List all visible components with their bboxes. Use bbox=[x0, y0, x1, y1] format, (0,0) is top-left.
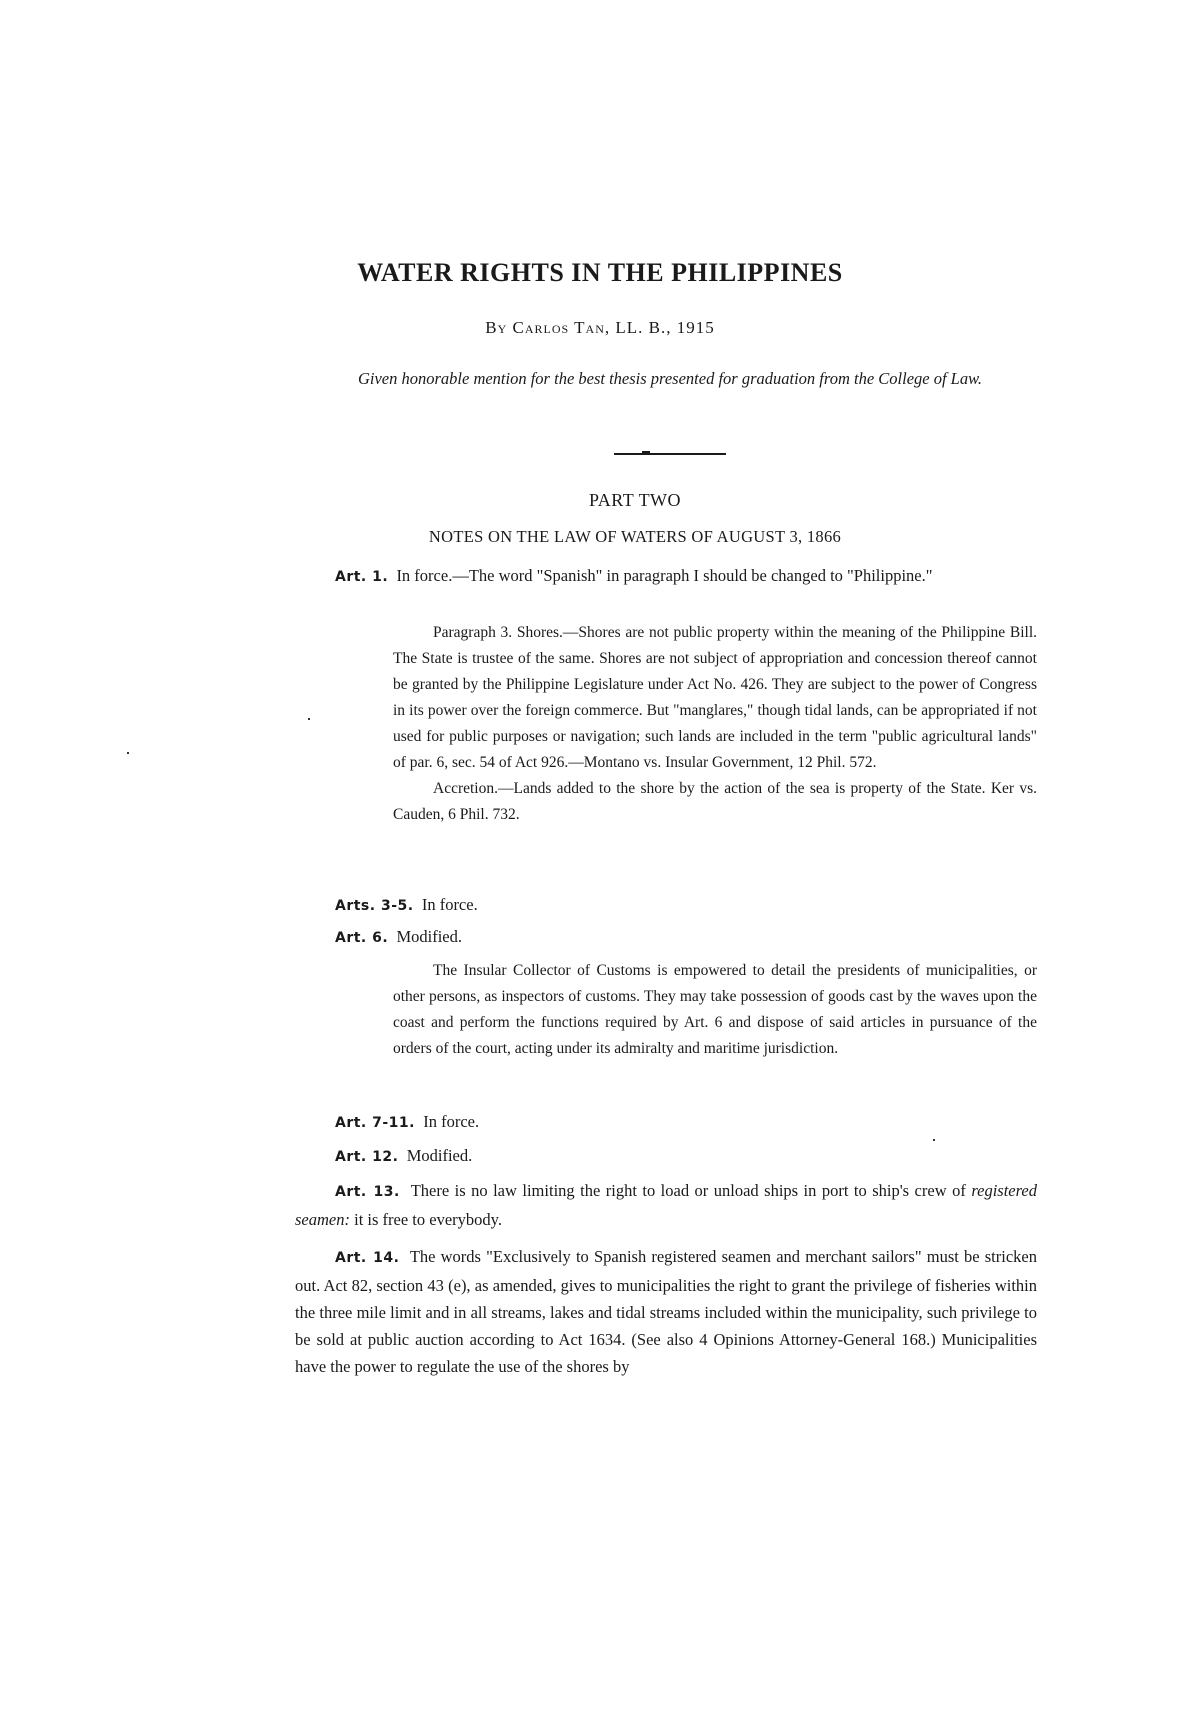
arts-3-5-label: Arts. 3-5. bbox=[335, 898, 414, 914]
art-6-paragraph bbox=[295, 923, 1037, 952]
art-6-note-block bbox=[393, 958, 1037, 1062]
divider-mark bbox=[642, 451, 650, 454]
art-12-label: Art. 12. bbox=[335, 1149, 399, 1165]
scan-speck bbox=[933, 1139, 935, 1141]
scan-speck bbox=[127, 752, 129, 754]
paragraph-3-text: Paragraph 3. Shores.—Shores are not public property within the meaning of the Philippine Bill. The State is trustee of the same. Shores are not subject of appropriation and concession thereof cannot be granted by the Philippine Legislature under Act No. 426. They are subject to the power of Congress in its power over the foreign commerce. But "manglares," though tidal lands, can be appropriated if not used for public purposes or navigation; such lands are included in the term "public agricultural lands" of par. 6, sec. 54 of Act 926.—Montano vs. Insular Government, 12 Phil. 572. bbox=[393, 624, 1037, 771]
byline-year: 1915 bbox=[676, 318, 715, 337]
art-13-label: Art. 13. bbox=[335, 1184, 400, 1200]
part-heading: PART TWO bbox=[588, 490, 682, 510]
art-1-paragraph bbox=[295, 562, 1037, 591]
art-14-label: Art. 14. bbox=[335, 1250, 400, 1266]
art-13-text-b: it is free to everybody. bbox=[349, 1210, 502, 1229]
arts-3-5-text: In force. bbox=[421, 895, 478, 914]
paragraph-3-block bbox=[393, 620, 1037, 828]
page-title: WATER RIGHTS IN THE PHILIPPINES bbox=[357, 258, 843, 287]
art-7-11-label: Art. 7-11. bbox=[335, 1115, 415, 1131]
art-13-text-emphasis: registered seamen: bbox=[295, 1181, 1037, 1229]
art-14-paragraph bbox=[295, 1243, 1037, 1380]
art-6-text: Modified. bbox=[396, 927, 462, 946]
section-divider bbox=[614, 453, 726, 455]
art-14-text: The words "Exclusively to Spanish registered seamen and merchant sailors" must be stricken out. Act 82, section 43 (e), as amended, gives to municipalities the right to grant the privilege of fisheries within the three mile limit and in all streams, lakes and tidal streams included within the municipality, such privilege to be sold at public auction according to Act 1634. (See also 4 Opinions Attorney-General 168.) Municipalities have the power to regulate the use of the shores by bbox=[295, 1247, 1037, 1376]
art-1-text: In force.—The word "Spanish" in paragraph I should be changed to "Philippine." bbox=[396, 566, 933, 585]
accretion-text: Accretion.—Lands added to the shore by the action of the sea is property of the State. Ker vs. Cauden, 6 Phil. 732. bbox=[393, 780, 1037, 823]
art-7-11-paragraph bbox=[295, 1108, 1037, 1137]
notes-heading: NOTES ON THE LAW OF WATERS OF AUGUST 3, 1866 bbox=[428, 527, 842, 546]
art-7-11-text: In force. bbox=[423, 1112, 480, 1131]
art-12-paragraph bbox=[295, 1142, 1037, 1171]
scan-speck bbox=[308, 718, 310, 720]
art-12-text: Modified. bbox=[406, 1146, 473, 1165]
art-6-note: The Insular Collector of Customs is empowered to detail the presidents of municipalities, or other persons, as inspectors of customs. They may take possession of goods cast by the waves upon the coast and perform the functions required by Art. 6 and dispose of said articles in pursuance of the orders of the court, acting under its admiralty and maritime jurisdiction. bbox=[393, 962, 1037, 1057]
art-6-label: Art. 6. bbox=[335, 930, 389, 946]
honor-note: Given honorable mention for the best thesis presented for graduation from the College of Law. bbox=[357, 369, 983, 388]
art-13-paragraph bbox=[295, 1177, 1037, 1233]
art-1-label: Art. 1. bbox=[335, 569, 389, 585]
art-13-text-a: There is no law limiting the right to load or unload ships in port to ship's crew of bbox=[410, 1181, 972, 1200]
arts-3-5-paragraph bbox=[295, 891, 1037, 920]
byline-author: By Carlos Tan, LL. B., bbox=[485, 318, 677, 337]
author-byline bbox=[0, 318, 1200, 338]
